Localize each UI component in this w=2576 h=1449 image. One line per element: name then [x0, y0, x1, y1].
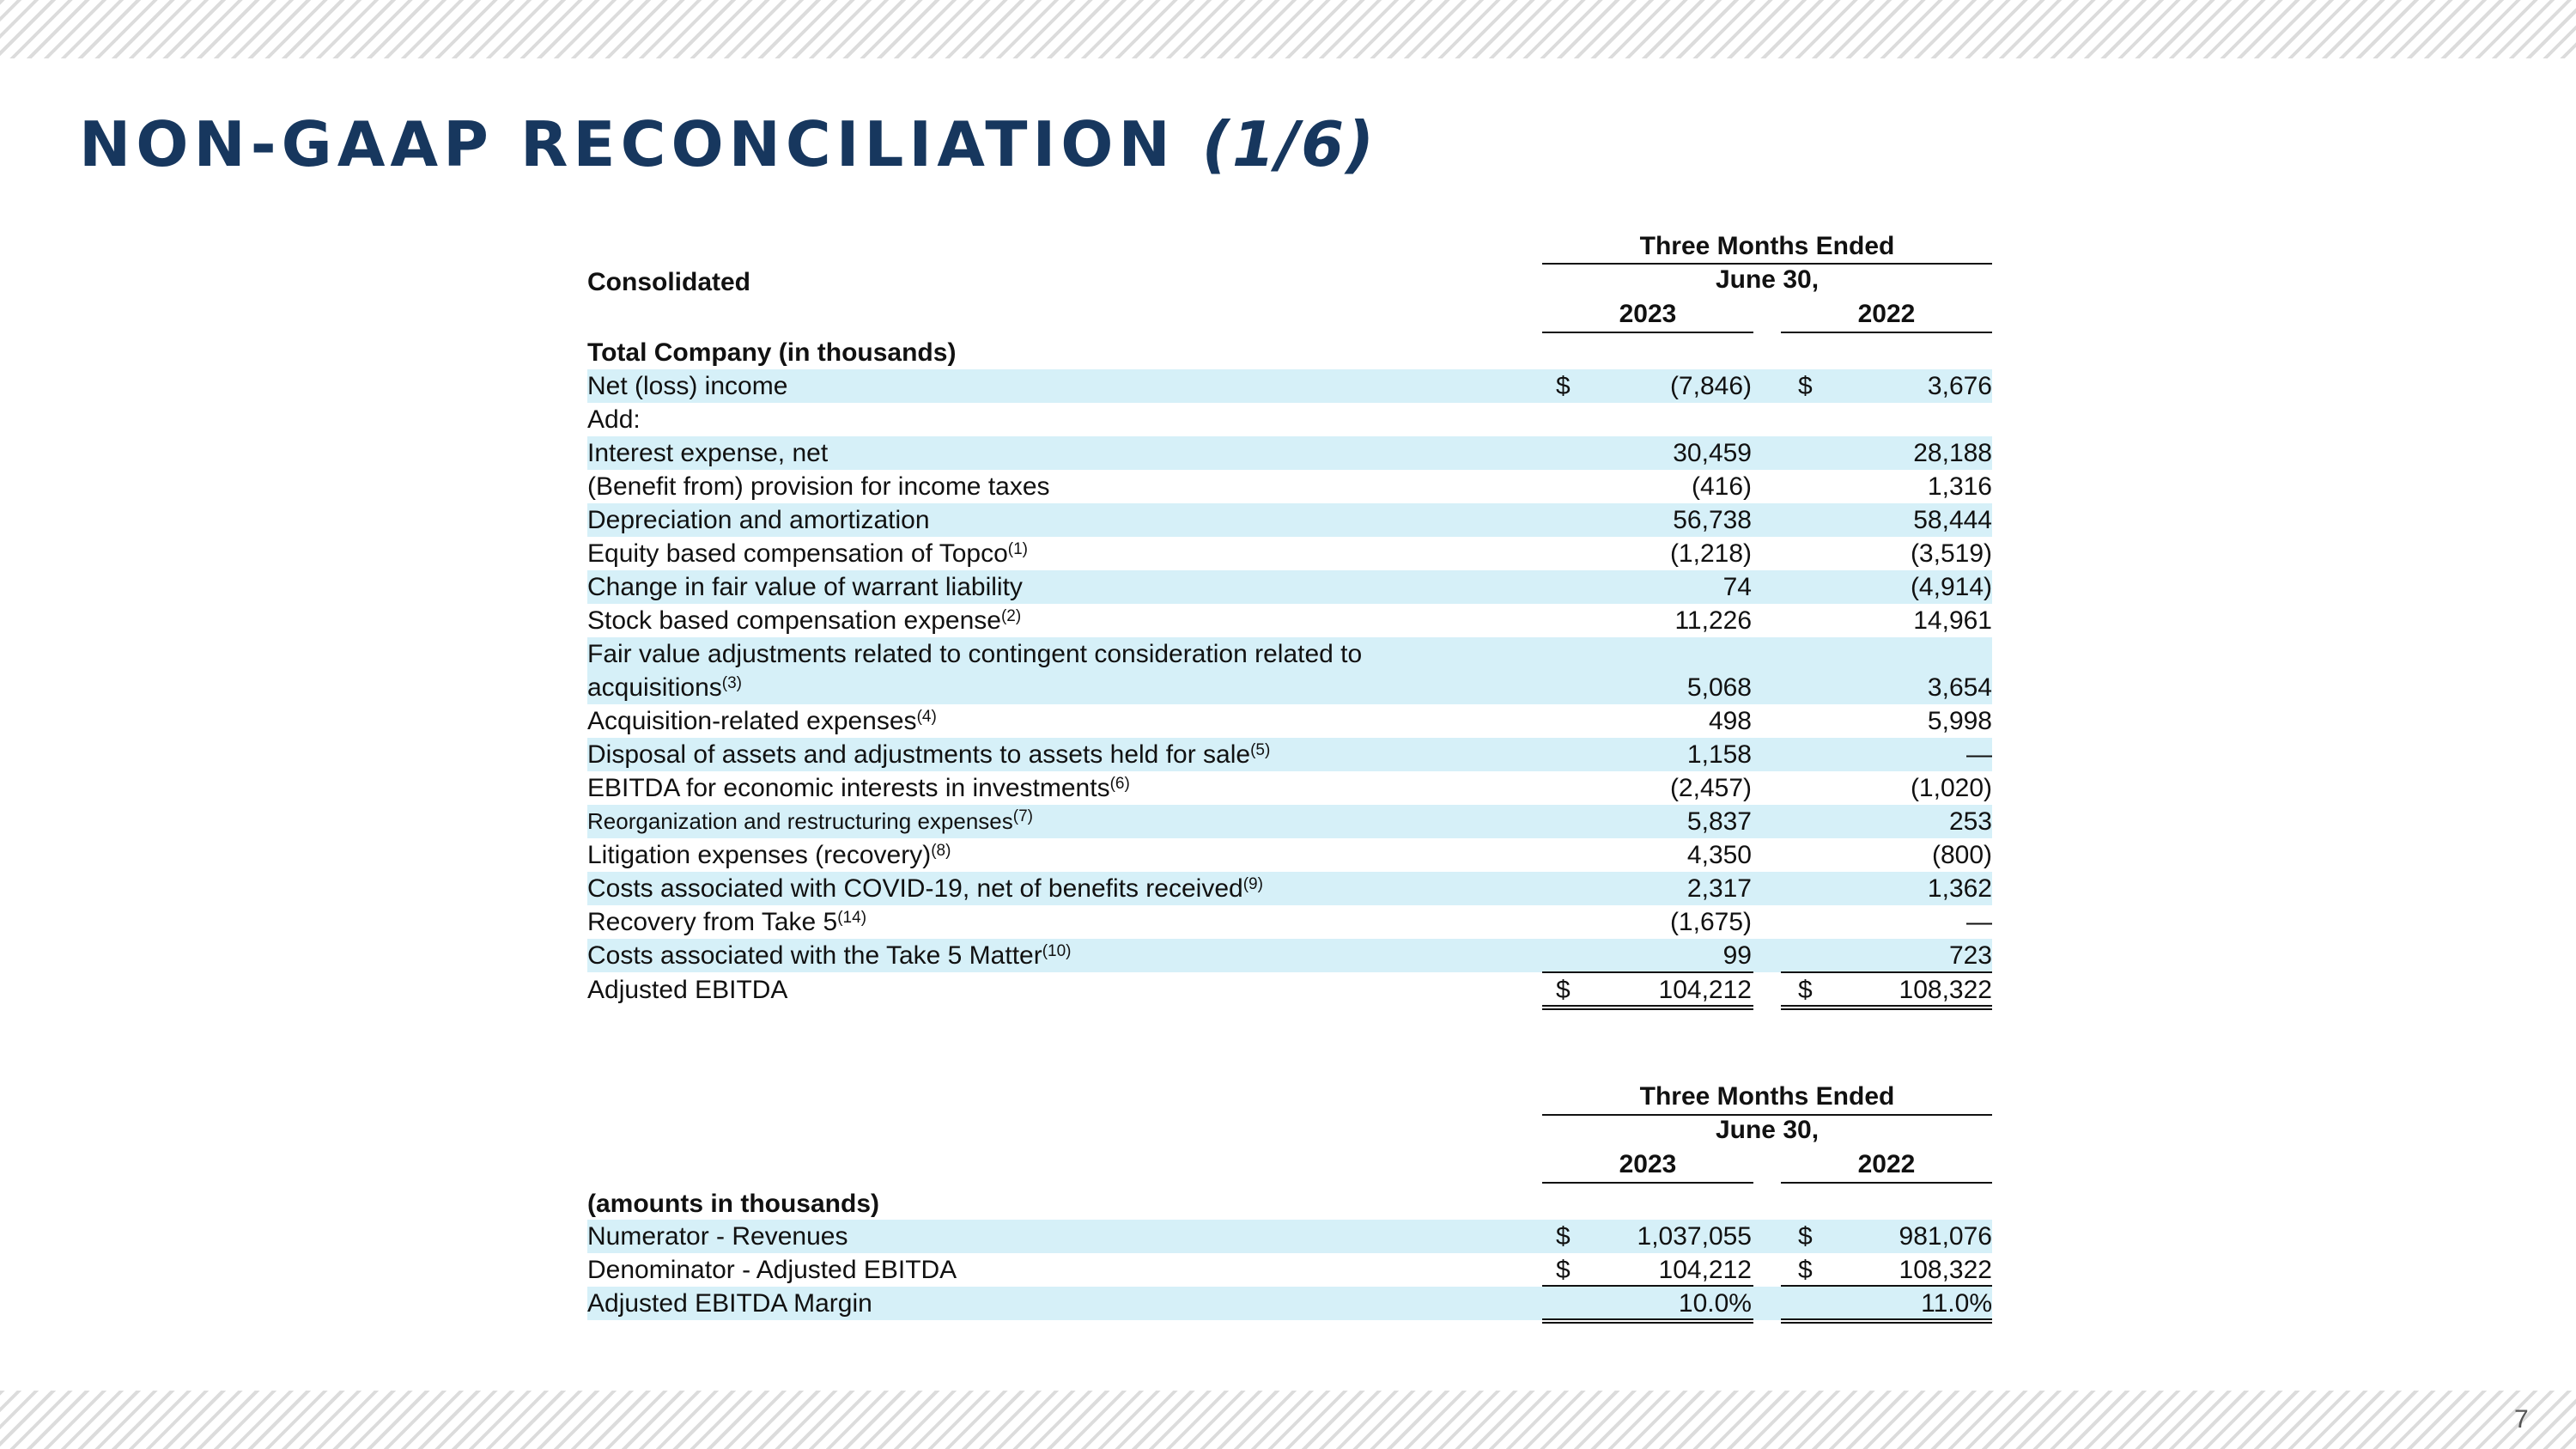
value-2023: (1,218): [1669, 539, 1752, 568]
row-label: Adjusted EBITDA: [587, 976, 788, 1004]
currency-symbol: $: [1798, 372, 1813, 400]
table2-header-period: Three Months Ended: [1639, 1082, 1895, 1111]
row-label-text: Stock based compensation expense: [587, 606, 1001, 635]
table-row-total: [587, 973, 1992, 1007]
row-label-text: Equity based compensation of Topco: [587, 539, 1008, 568]
page-title: [79, 108, 1376, 180]
value-2023: (7,846): [1669, 372, 1752, 400]
value-2023: 104,212: [1658, 976, 1752, 1004]
row-label: Net (loss) income: [587, 372, 788, 400]
table-row: [587, 604, 1992, 637]
value-2022: (3,519): [1910, 539, 1992, 568]
footnote-ref: (3): [721, 674, 742, 692]
table1-group-label: Total Company (in thousands): [587, 338, 957, 367]
value-2022: (4,914): [1910, 573, 1992, 601]
footnote-ref: (7): [1012, 807, 1033, 825]
value-2023: 1,037,055: [1637, 1222, 1752, 1251]
value-2022: 723: [1948, 941, 1992, 970]
value-2022: 28,188: [1913, 439, 1992, 467]
value-2023: 10.0%: [1678, 1289, 1752, 1318]
footnote-ref: (6): [1109, 775, 1130, 793]
table-row: [587, 838, 1992, 872]
footnote-ref: (1): [1007, 540, 1029, 558]
value-2022: 108,322: [1899, 1256, 1992, 1284]
footnote-ref: (14): [837, 909, 867, 927]
table-row: [587, 570, 1992, 604]
total-double-underline-2022: [1781, 1318, 1992, 1324]
value-2022: 3,654: [1927, 673, 1992, 702]
total-double-underline-2022: [1781, 1005, 1992, 1010]
value-2023: 74: [1722, 573, 1752, 601]
value-2023: 1,158: [1686, 740, 1752, 769]
row-label-text: Litigation expenses (recovery): [587, 841, 932, 869]
total-double-underline-2023: [1542, 1318, 1753, 1324]
row-label-text: Fair value adjustments related to contingent consideration related to: [587, 640, 1363, 668]
row-label: Adjusted EBITDA Margin: [587, 1289, 872, 1318]
table-row: [587, 805, 1992, 838]
page-number: 7: [2514, 1405, 2529, 1434]
table1-year-2023: 2023: [1619, 300, 1677, 328]
value-2022: (800): [1931, 841, 1992, 869]
table-row-total: [587, 1287, 1992, 1320]
row-label-text: Reorganization and restructuring expenses: [587, 808, 1013, 834]
value-2022: (1,020): [1910, 774, 1992, 802]
page-title-part: (1/6): [1201, 108, 1376, 180]
value-2022: —: [1966, 908, 1992, 936]
value-2022: 108,322: [1899, 976, 1992, 1004]
row-label: [587, 805, 1033, 838]
row-label-text-continued: acquisitions: [587, 673, 722, 702]
currency-symbol: $: [1798, 1222, 1813, 1251]
row-label-text: Recovery from Take 5: [587, 908, 838, 936]
table1-header-underline: [1542, 263, 1992, 265]
page-title-main: NON-GAAP RECONCILIATION: [79, 108, 1176, 180]
value-2023: 99: [1722, 941, 1752, 970]
value-2022: 5,998: [1927, 707, 1992, 735]
table-row: [587, 738, 1992, 771]
currency-symbol: $: [1798, 976, 1813, 1004]
value-2022: 1,316: [1927, 472, 1992, 501]
currency-symbol: $: [1556, 976, 1571, 1004]
table-row: [587, 771, 1992, 805]
table-row: [587, 503, 1992, 537]
footnote-ref: (2): [1000, 607, 1022, 625]
table-row: [587, 436, 1992, 470]
table1-header-period: Three Months Ended: [1639, 232, 1895, 260]
currency-symbol: $: [1556, 1256, 1571, 1284]
top-decorative-stripe: [0, 0, 2576, 58]
value-2022: 1,362: [1927, 874, 1992, 903]
row-label: Depreciation and amortization: [587, 506, 930, 534]
table-row: [587, 537, 1992, 570]
row-label: Change in fair value of warrant liability: [587, 573, 1023, 601]
value-2022: 14,961: [1913, 606, 1992, 635]
value-2023: (416): [1691, 472, 1752, 501]
value-2023: 56,738: [1673, 506, 1752, 534]
row-label: Denominator - Adjusted EBITDA: [587, 1256, 957, 1284]
value-2023: 104,212: [1658, 1256, 1752, 1284]
row-label: (Benefit from) provision for income taxes: [587, 472, 1050, 501]
table-row: [587, 872, 1992, 905]
currency-symbol: $: [1556, 1222, 1571, 1251]
table-row: [587, 369, 1992, 403]
value-2023: (1,675): [1669, 908, 1752, 936]
value-2022: 58,444: [1913, 506, 1992, 534]
row-label: [587, 838, 951, 872]
value-2022: 3,676: [1927, 372, 1992, 400]
table2-year1-underline: [1542, 1182, 1753, 1184]
row-label: [587, 537, 1028, 570]
table-row: [587, 905, 1992, 939]
value-2022: 11.0%: [1921, 1289, 1992, 1318]
currency-symbol: $: [1556, 372, 1571, 400]
row-label: Interest expense, net: [587, 439, 829, 467]
bottom-decorative-stripe: [0, 1391, 2576, 1449]
value-2023: 4,350: [1686, 841, 1752, 869]
row-label-text: Costs associated with the Take 5 Matter: [587, 941, 1042, 970]
table2-header-date: June 30,: [1715, 1116, 1820, 1144]
table1-header-date: June 30,: [1715, 265, 1820, 294]
currency-symbol: $: [1798, 1256, 1813, 1284]
footnote-ref: (8): [931, 842, 951, 860]
row-label: [587, 637, 1362, 704]
value-2023: 30,459: [1673, 439, 1752, 467]
value-2023: 5,837: [1686, 807, 1752, 836]
row-label: [587, 604, 1021, 637]
row-label: [587, 905, 866, 939]
table2-year-2023: 2023: [1619, 1150, 1677, 1178]
row-label-text: Costs associated with COVID-19, net of benefits received: [587, 874, 1243, 903]
table2-year2-underline: [1781, 1182, 1992, 1184]
table-row: [587, 939, 1992, 972]
footnote-ref: (4): [916, 708, 937, 726]
row-label: [587, 939, 1072, 972]
footnote-ref: (9): [1242, 875, 1263, 893]
table1-year1-underline: [1542, 332, 1753, 333]
footnote-ref: (5): [1250, 741, 1271, 759]
row-label-text: Acquisition-related expenses: [587, 707, 917, 735]
total-double-underline-2023: [1542, 1005, 1753, 1010]
table1-section-label: Consolidated: [587, 268, 751, 296]
value-2023: 11,226: [1674, 606, 1752, 635]
value-2023: (2,457): [1669, 774, 1752, 802]
table1-year2-underline: [1781, 332, 1992, 333]
value-2022: —: [1966, 740, 1992, 769]
table-row: [587, 1220, 1992, 1253]
table2-group-label: (amounts in thousands): [587, 1190, 879, 1218]
value-2023: 5,068: [1686, 673, 1752, 702]
table-row: [587, 470, 1992, 503]
value-2022: 253: [1948, 807, 1992, 836]
table2-year-2022: 2022: [1857, 1150, 1916, 1178]
table-row: [587, 403, 1992, 436]
table1-year-2022: 2022: [1857, 300, 1916, 328]
row-label-text: Disposal of assets and adjustments to assets held for sale: [587, 740, 1251, 769]
table-row: [587, 1253, 1992, 1287]
row-label: Numerator - Revenues: [587, 1222, 848, 1251]
row-label: [587, 704, 937, 738]
footnote-ref: (10): [1042, 942, 1072, 960]
table-row: [587, 704, 1992, 738]
value-2023: 2,317: [1686, 874, 1752, 903]
row-label: [587, 738, 1270, 771]
row-label-text: EBITDA for economic interests in investments: [587, 774, 1110, 802]
row-label: Add:: [587, 405, 641, 434]
value-2023: 498: [1708, 707, 1752, 735]
value-2022: 981,076: [1899, 1222, 1992, 1251]
row-label: [587, 872, 1263, 905]
row-label: [587, 771, 1130, 805]
table-row: [587, 637, 1992, 704]
